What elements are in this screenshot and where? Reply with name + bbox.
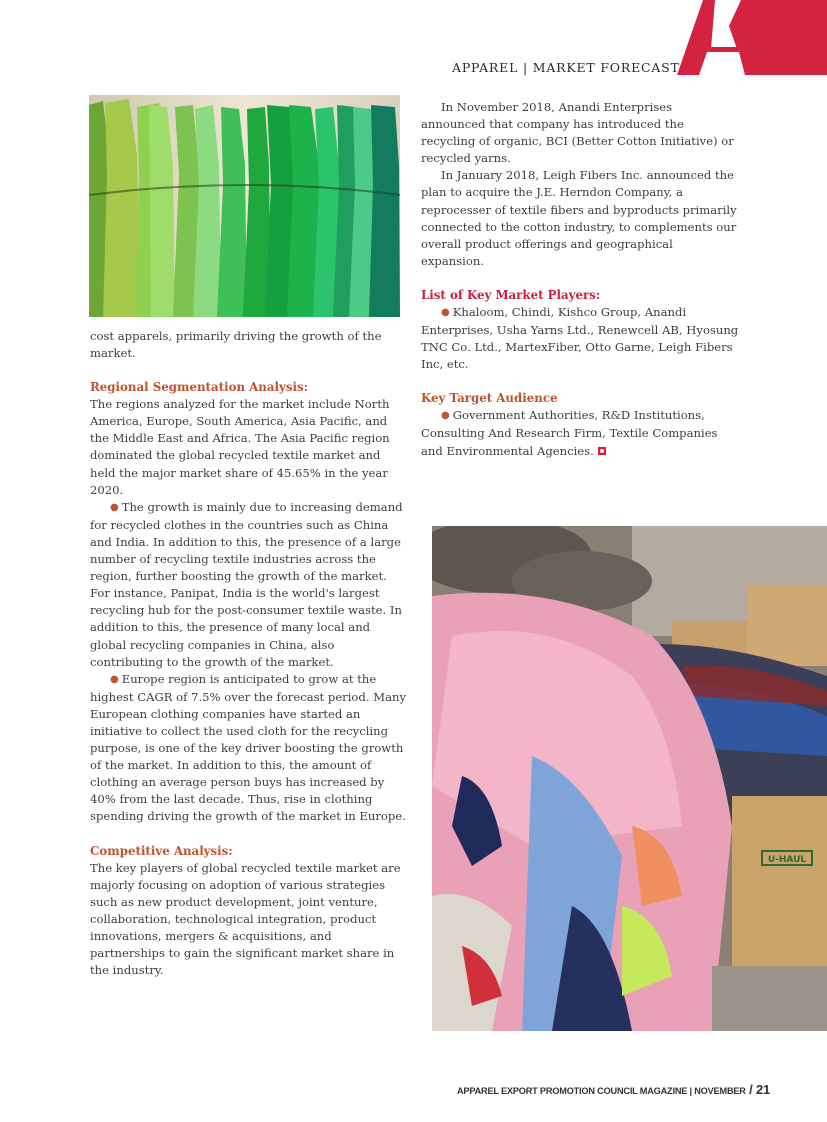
bullet-icon: ● <box>441 306 450 318</box>
competitive-heading: Competitive Analysis: <box>90 843 233 858</box>
target-audience-heading: Key Target Audience <box>421 391 558 406</box>
key-players-heading: List of Key Market Players: <box>421 287 601 302</box>
bullet-icon: ● <box>110 501 119 513</box>
key-players-list <box>421 304 739 373</box>
u-haul-box-label: U-HAUL <box>767 855 807 865</box>
left-column <box>90 328 408 979</box>
regional-bullet-2-text: Europe region is anticipated to grow at the highest CAGR of 7.5% over the forecast period. Many European clothing companies have started an initiative to collect the used cloth for the recycling purpose, is one of the key driver boosting the growth of the market. In addition to this, the amount of clothing an average person buys has increased by 40% from the last decade. Thus, rise in clothing spending driving the growth of the market in Europe. <box>90 671 407 824</box>
regional-bullet-1 <box>90 499 408 671</box>
green-dresses-photo <box>89 95 400 317</box>
page-footer <box>457 1082 770 1097</box>
bullet-icon: ● <box>441 410 450 422</box>
bullet-icon: ● <box>110 673 119 685</box>
shredded-textile-waste-photo <box>432 526 827 1031</box>
target-audience-text: Government Authorities, R&D Institutions, Consulting And Research Firm, Textile Companies and Environmental Agencies. <box>421 408 718 458</box>
regional-bullet-1-text: The growth is mainly due to increasing demand for recycled clothes in the countries such as China and India. In addition to this, the presence of a large number of recycling textile industries across the region, further boosting the growth of the market. For instance, Panipat, India is the world's largest recycling hub for the post-consumer textile waste. In addition to this, the presence of many local and global recycling companies in China, also contributing to the growth of the market. <box>90 499 403 669</box>
target-audience-list <box>421 407 739 459</box>
news-paragraph-2: In January 2018, Leigh Fibers Inc. announced the plan to acquire the J.E. Herndon Company, a reprocesser of textile fibers and byproducts primarily connected to the cotton industry, to complements our overall product offerings and geographical expansion. <box>421 168 737 268</box>
footer-separator: / <box>745 1082 756 1097</box>
news-paragraph-1: In November 2018, Anandi Enterprises announced that company has introduced the recycling of organic, BCI (Better Cotton Initiative) or recycled yarns. <box>421 100 734 166</box>
competitive-paragraph: The key players of global recycled textile market are majorly focusing on adoption of various strategies such as new product development, joint venture, collaboration, technological integration, product innovations, mergers & acquisitions, and partnerships to gain the significant market share in the industry. <box>90 860 401 978</box>
key-players-text: Khaloom, Chindi, Kishco Group, Anandi Enterprises, Usha Yarns Ltd., Renewcell AB, Hyosung TNC Co. Ltd., MartexFiber, Otto Garne, Leigh Fibers Inc, etc. <box>421 304 739 372</box>
logo-letter-a-icon <box>677 0 827 75</box>
magazine-logo <box>677 0 827 75</box>
regional-bullet-2 <box>90 671 408 826</box>
running-head: APPAREL | MARKET FORECAST <box>452 60 680 75</box>
regional-paragraph: The regions analyzed for the market include North America, Europe, South America, Asia Pacific, and the Middle East and Africa. The Asia Pacific region dominated the global recycled textile market and held the major market share of 45.65% in the year 2020. <box>90 397 390 497</box>
page-number: 21 <box>756 1082 771 1097</box>
footer-publication: APPAREL EXPORT PROMOTION COUNCIL MAGAZINE | NOVEMBER <box>457 1086 746 1096</box>
end-of-article-icon <box>598 447 606 455</box>
intro-continued: cost apparels, primarily driving the growth of the market. <box>90 329 382 361</box>
regional-heading: Regional Segmentation Analysis: <box>90 380 308 395</box>
right-column <box>421 99 739 460</box>
